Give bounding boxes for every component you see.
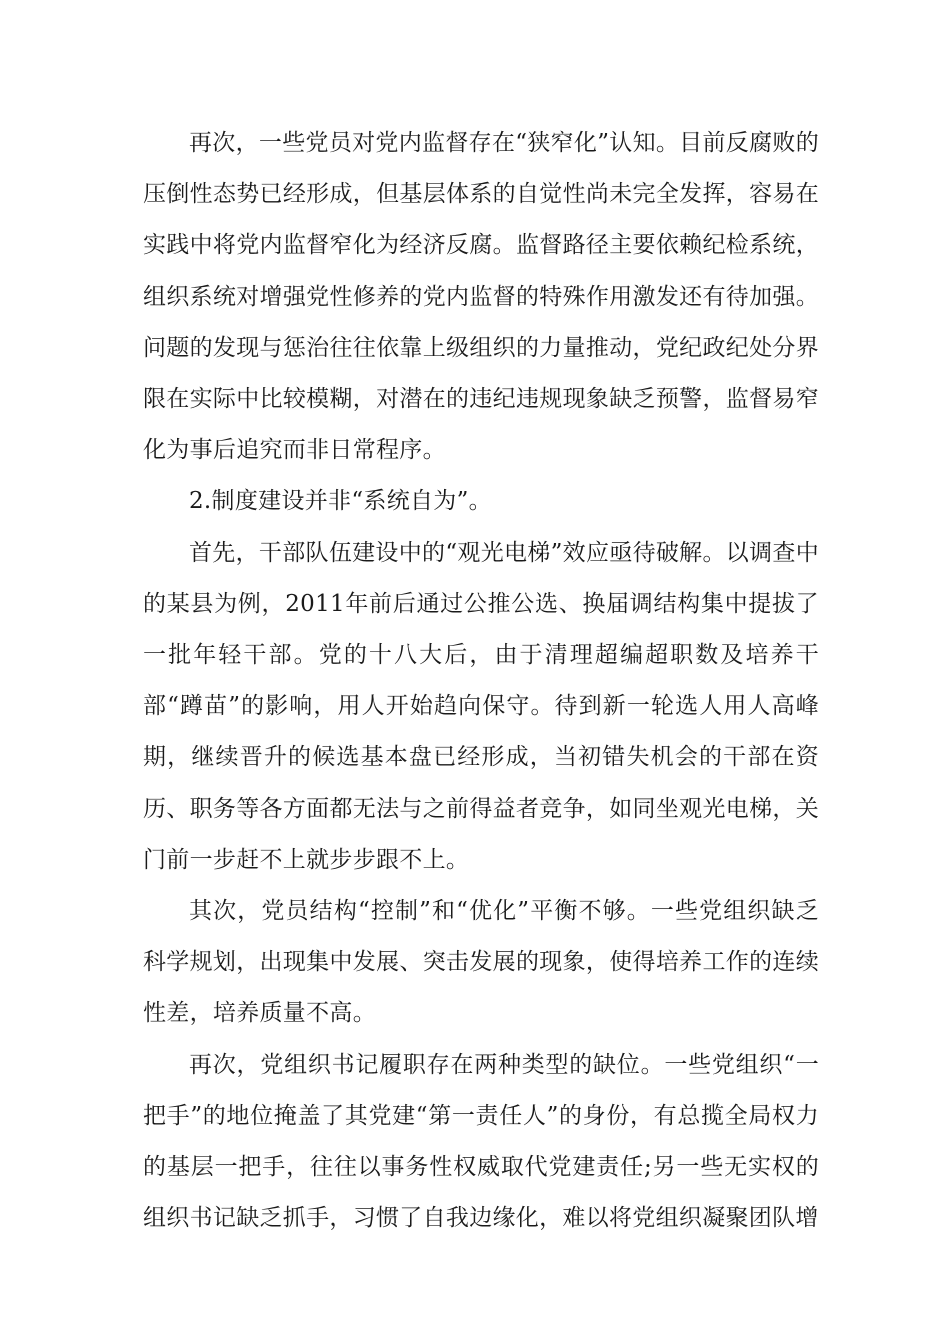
paragraph-sightseeing-elevator-effect: 首先，干部队伍建设中的“观光电梯”效应亟待破解。以调查中的某县为例，2011年前后通过公推公选、换届调结构集中提拔了一批年轻干部。党的十八大后，由于清理超编超职数及培养干部“蹲苗”的影响，用人开始趋向保守。待到新一轮选人用人高峰期，继续晋升的候选基本盘已经形成，当初错失机会的干部在资历、职务等各方面都无法与之前得益者竞争，如同坐观光电梯，关门前一步赶不上就步步跟不上。 [143, 539, 819, 873]
section-heading-institution-building: 2.制度建设并非“系统自为”。 [189, 488, 492, 515]
paragraph-membership-structure: 其次，党员结构“控制”和“优化”平衡不够。一些党组织缺乏科学规划，出现集中发展、突击发展的现象，使得培养工作的连续性差，培养质量不高。 [143, 898, 819, 1027]
paragraph-secretary-duty-gaps: 再次，党组织书记履职存在两种类型的缺位。一些党组织“一把手”的地位掩盖了其党建“第一责任人”的身份，有总揽全局权力的基层一把手，往往以事务性权威取代党建责任;另一些无实权的组织书记缺乏抓手，习惯了自我边缘化，难以将党组织凝聚团队增 [143, 1051, 819, 1232]
paragraph-supervision-narrowing: 再次，一些党员对党内监督存在“狭窄化”认知。目前反腐败的压倒性态势已经形成，但基层体系的自觉性尚未完全发挥，容易在实践中将党内监督窄化为经济反腐。监督路径主要依赖纪检系统，组织系统对增强党性修养的党内监督的特殊作用激发还有待加强。问题的发现与惩治往往依靠上级组织的力量推动，党纪政纪处分界限在实际中比较模糊，对潜在的违纪违规现象缺乏预警，监督易窄化为事后追究而非日常程序。 [143, 130, 819, 464]
document-body [143, 118, 819, 1244]
